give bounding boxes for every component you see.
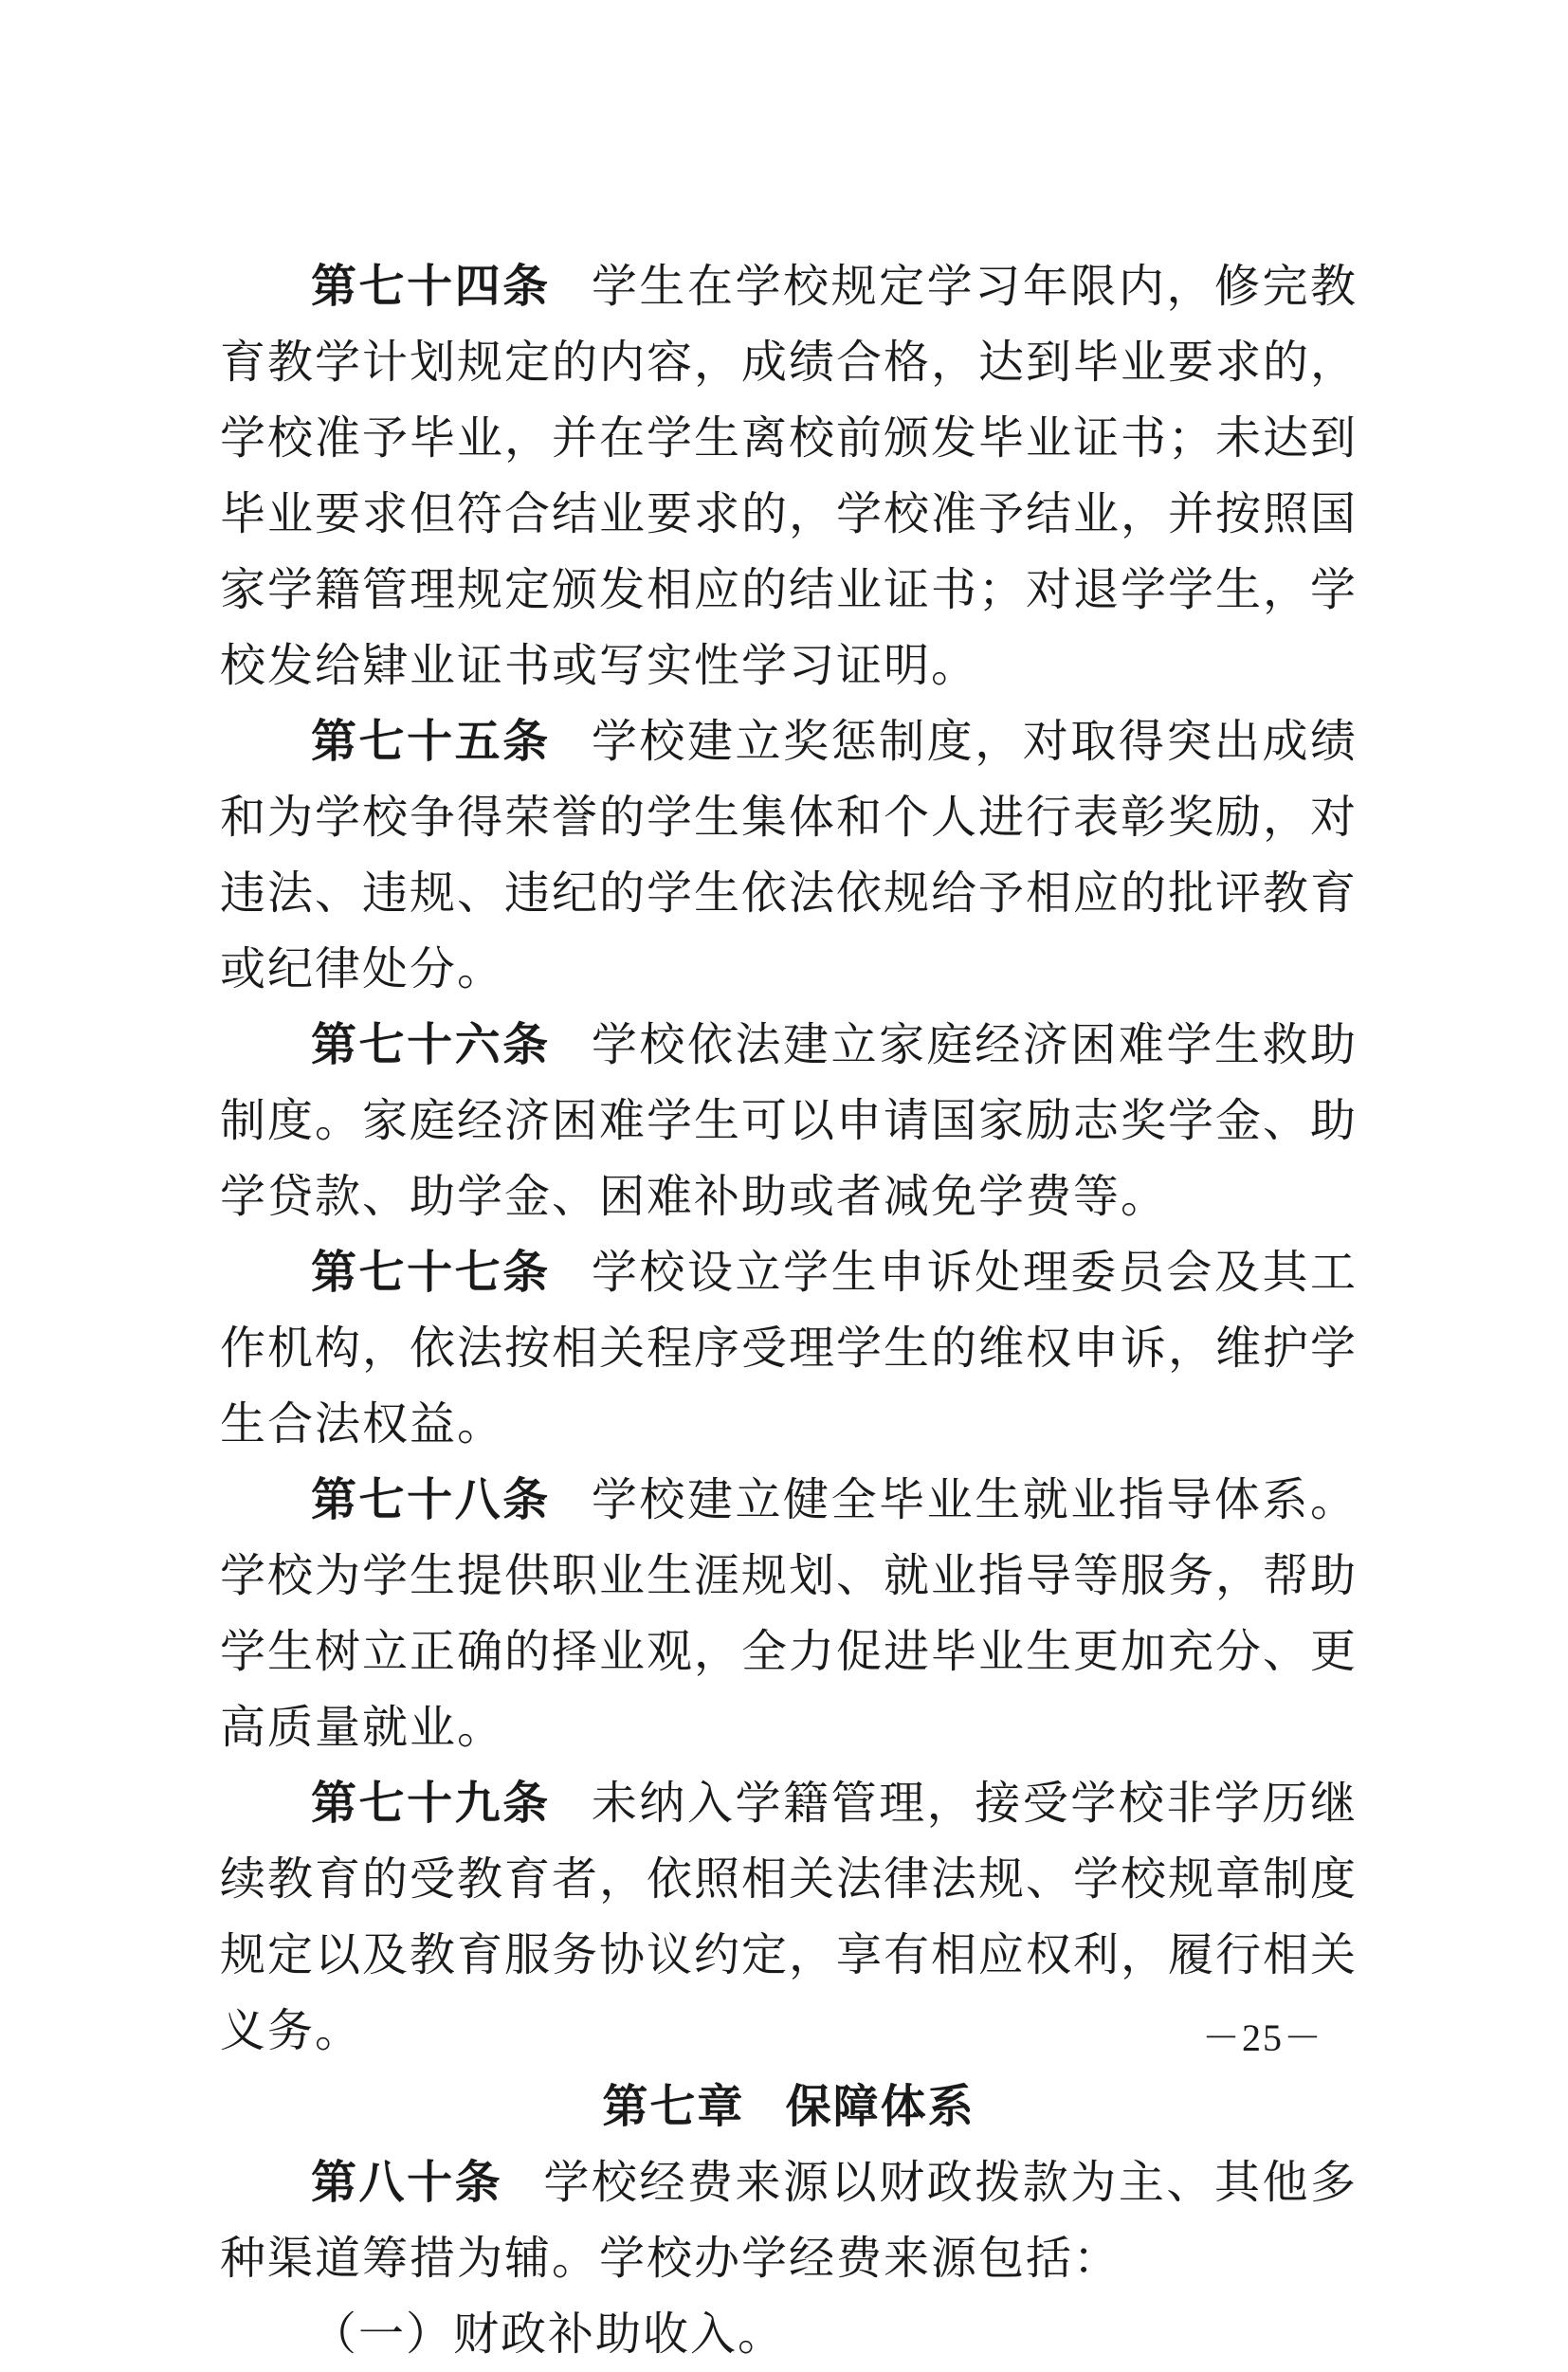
article-number: 第七十五条 [311, 715, 551, 768]
article-74 [220, 248, 1358, 703]
article-text: 学校建立健全毕业生就业指导体系。学校为学生提供职业生涯规划、就业指导等服务，帮助学生树立正确的择业观，全力促进毕业生更加充分、更高质量就业。 [220, 1473, 1358, 1754]
article-80 [220, 2144, 1358, 2296]
article-text: 学校建立奖惩制度，对取得突出成绩和为学校争得荣誉的学生集体和个人进行表彰奖励，对违法、违规、违纪的学生依法依规给予相应的批评教育或纪律处分。 [220, 715, 1358, 995]
article-number: 第七十八条 [311, 1473, 551, 1526]
list-item: （一）财政补助收入。 [311, 2308, 786, 2361]
article-text: 学校经费来源以财政拨款为主、其他多种渠道筹措为辅。学校办学经费来源包括： [220, 2156, 1358, 2285]
article-number: 第八十条 [311, 2156, 503, 2209]
article-77 [220, 1234, 1358, 1462]
article-number: 第七十九条 [311, 1777, 551, 1830]
article-number: 第七十七条 [311, 1246, 551, 1299]
article-78 [220, 1462, 1358, 1765]
article-79 [220, 1765, 1358, 2069]
chapter-heading [220, 2069, 1358, 2144]
chapter-number: 第七章 [602, 2080, 745, 2133]
document-body [220, 248, 1358, 2372]
article-number: 第七十四条 [311, 260, 551, 313]
article-text: 学生在学校规定学习年限内，修完教育教学计划规定的内容，成绩合格，达到毕业要求的，学校准予毕业，并在学生离校前颁发毕业证书；未达到毕业要求但符合结业要求的，学校准予结业，并按照国家学籍管理规定颁发相应的结业证书；对退学学生，学校发给肄业证书或写实性学习证明。 [220, 260, 1358, 692]
article-76 [220, 1007, 1358, 1234]
page-number: －25－ [1202, 2016, 1323, 2059]
article-text: 学校依法建立家庭经济困难学生救助制度。家庭经济困难学生可以申请国家励志奖学金、助学贷款、助学金、困难补助或者减免学费等。 [220, 1018, 1358, 1223]
article-text: 学校设立学生申诉处理委员会及其工作机构，依法按相关程序受理学生的维权申诉，维护学生合法权益。 [220, 1246, 1358, 1451]
article-75 [220, 703, 1358, 1007]
article-text: 未纳入学籍管理，接受学校非学历继续教育的受教育者，依照相关法律法规、学校规章制度规定以及教育服务协议约定，享有相应权利，履行相关义务。 [220, 1777, 1358, 2057]
article-number: 第七十六条 [311, 1018, 551, 1071]
chapter-title: 保障体系 [785, 2080, 975, 2133]
